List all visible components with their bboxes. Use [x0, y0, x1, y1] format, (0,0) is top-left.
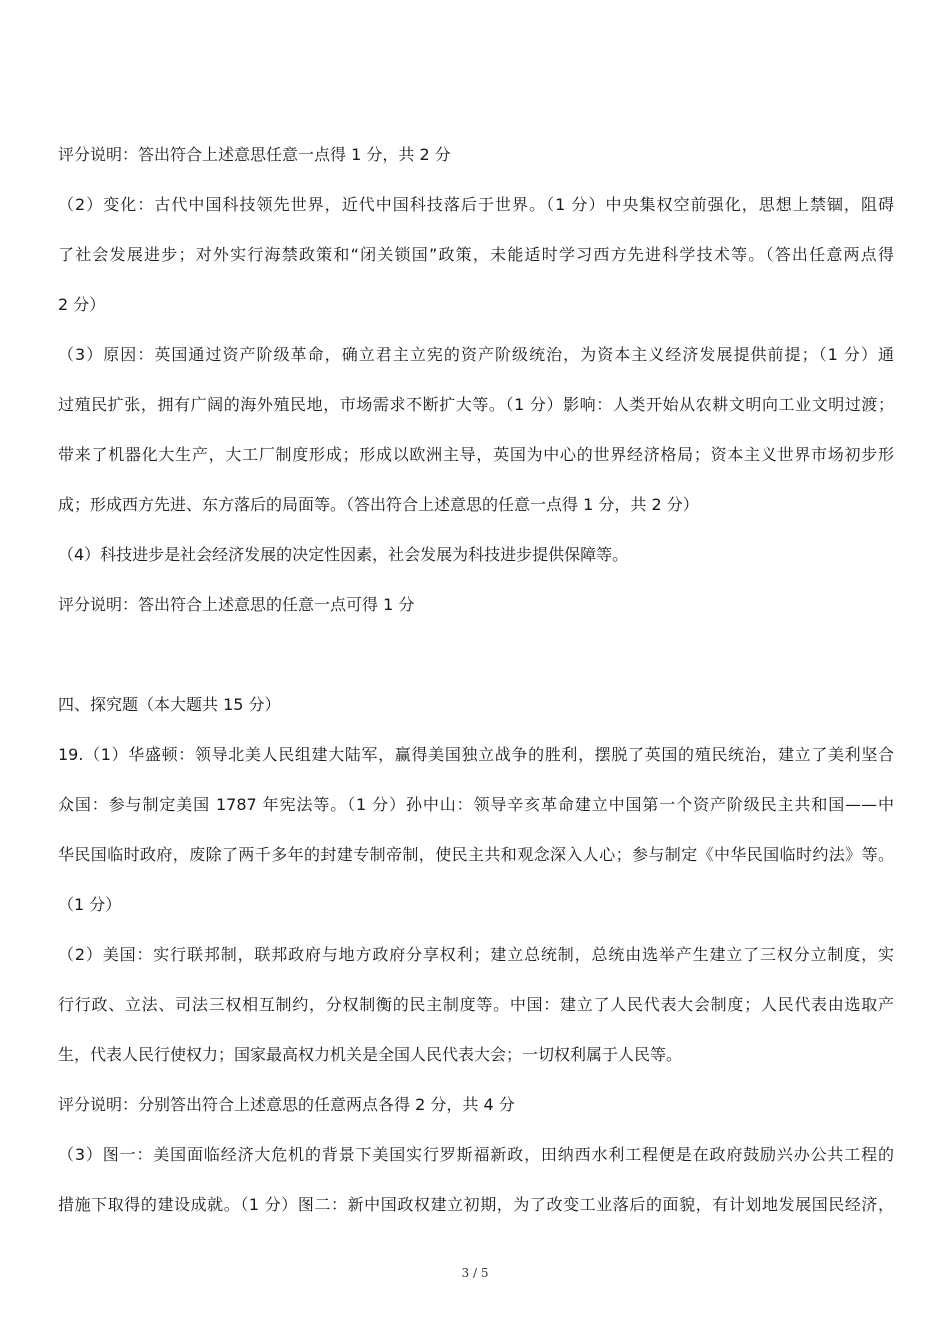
- text-line: 19.（1）华盛顿：领导北美人民组建大陆军，赢得美国独立战争的胜利，摆脱了英国的殖民统治，建立了美利坚合: [58, 745, 894, 764]
- text-line: 众国：参与制定美国 1787 年宪法等。（1 分）孙中山：领导辛亥革命建立中国第一个资产阶级民主共和国——中: [58, 795, 894, 814]
- text-line: 四、探究题（本大题共 15 分）: [58, 695, 281, 714]
- text-line: 过殖民扩张，拥有广阔的海外殖民地，市场需求不断扩大等。（1 分）影响：人类开始从农耕文明向工业文明过渡；: [58, 395, 894, 414]
- text-line: 评分说明：答出符合上述意思的任意一点可得 1 分: [58, 595, 415, 614]
- text-line: （2）变化：古代中国科技领先世界，近代中国科技落后于世界。（1 分）中央集权空前强化，思想上禁锢，阻碍: [58, 195, 894, 214]
- blank-line: [58, 630, 894, 680]
- answer-text-body: [58, 130, 894, 1230]
- text-line: （4）科技进步是社会经济发展的决定性因素，社会发展为科技进步提供保障等。: [58, 545, 629, 564]
- text-line: （3）原因：英国通过资产阶级革命，确立君主立宪的资产阶级统治，为资本主义经济发展提供前提；（1 分）通: [58, 345, 894, 364]
- text-line: 2 分）: [58, 295, 106, 314]
- text-line: 行行政、立法、司法三权相互制约，分权制衡的民主制度等。中国：建立了人民代表大会制度；人民代表由选取产: [58, 995, 894, 1014]
- text-line: 了社会发展进步；对外实行海禁政策和“闭关锁国”政策，未能适时学习西方先进科学技术等。（答出任意两点得: [58, 245, 894, 264]
- text-line: 带来了机器化大生产，大工厂制度形成；形成以欧洲主导，英国为中心的世界经济格局；资本主义世界市场初步形: [58, 445, 894, 464]
- text-line: 评分说明：答出符合上述意思任意一点得 1 分，共 2 分: [58, 145, 451, 164]
- text-line: 成；形成西方先进、东方落后的局面等。（答出符合上述意思的任意一点得 1 分，共 2 分）: [58, 495, 699, 514]
- text-line: 措施下取得的建设成就。（1 分）图二：新中国政权建立初期，为了改变工业落后的面貌，有计划地发展国民经济，: [58, 1195, 894, 1214]
- text-line: （2）美国：实行联邦制，联邦政府与地方政府分享权利；建立总统制，总统由选举产生建立了三权分立制度，实: [58, 945, 894, 964]
- text-line: 华民国临时政府，废除了两千多年的封建专制帝制，使民主共和观念深入人心；参与制定《中华民国临时约法》等。: [58, 845, 894, 864]
- text-line: 评分说明：分别答出符合上述意思的任意两点各得 2 分，共 4 分: [58, 1095, 515, 1114]
- text-line: （3）图一：美国面临经济大危机的背景下美国实行罗斯福新政，田纳西水利工程便是在政府鼓励兴办公共工程的: [58, 1145, 894, 1164]
- text-line: 生，代表人民行使权力；国家最高权力机关是全国人民代表大会；一切权利属于人民等。: [58, 1045, 683, 1064]
- text-line: （1 分）: [58, 895, 122, 914]
- page-number: 3 / 5: [461, 1266, 489, 1280]
